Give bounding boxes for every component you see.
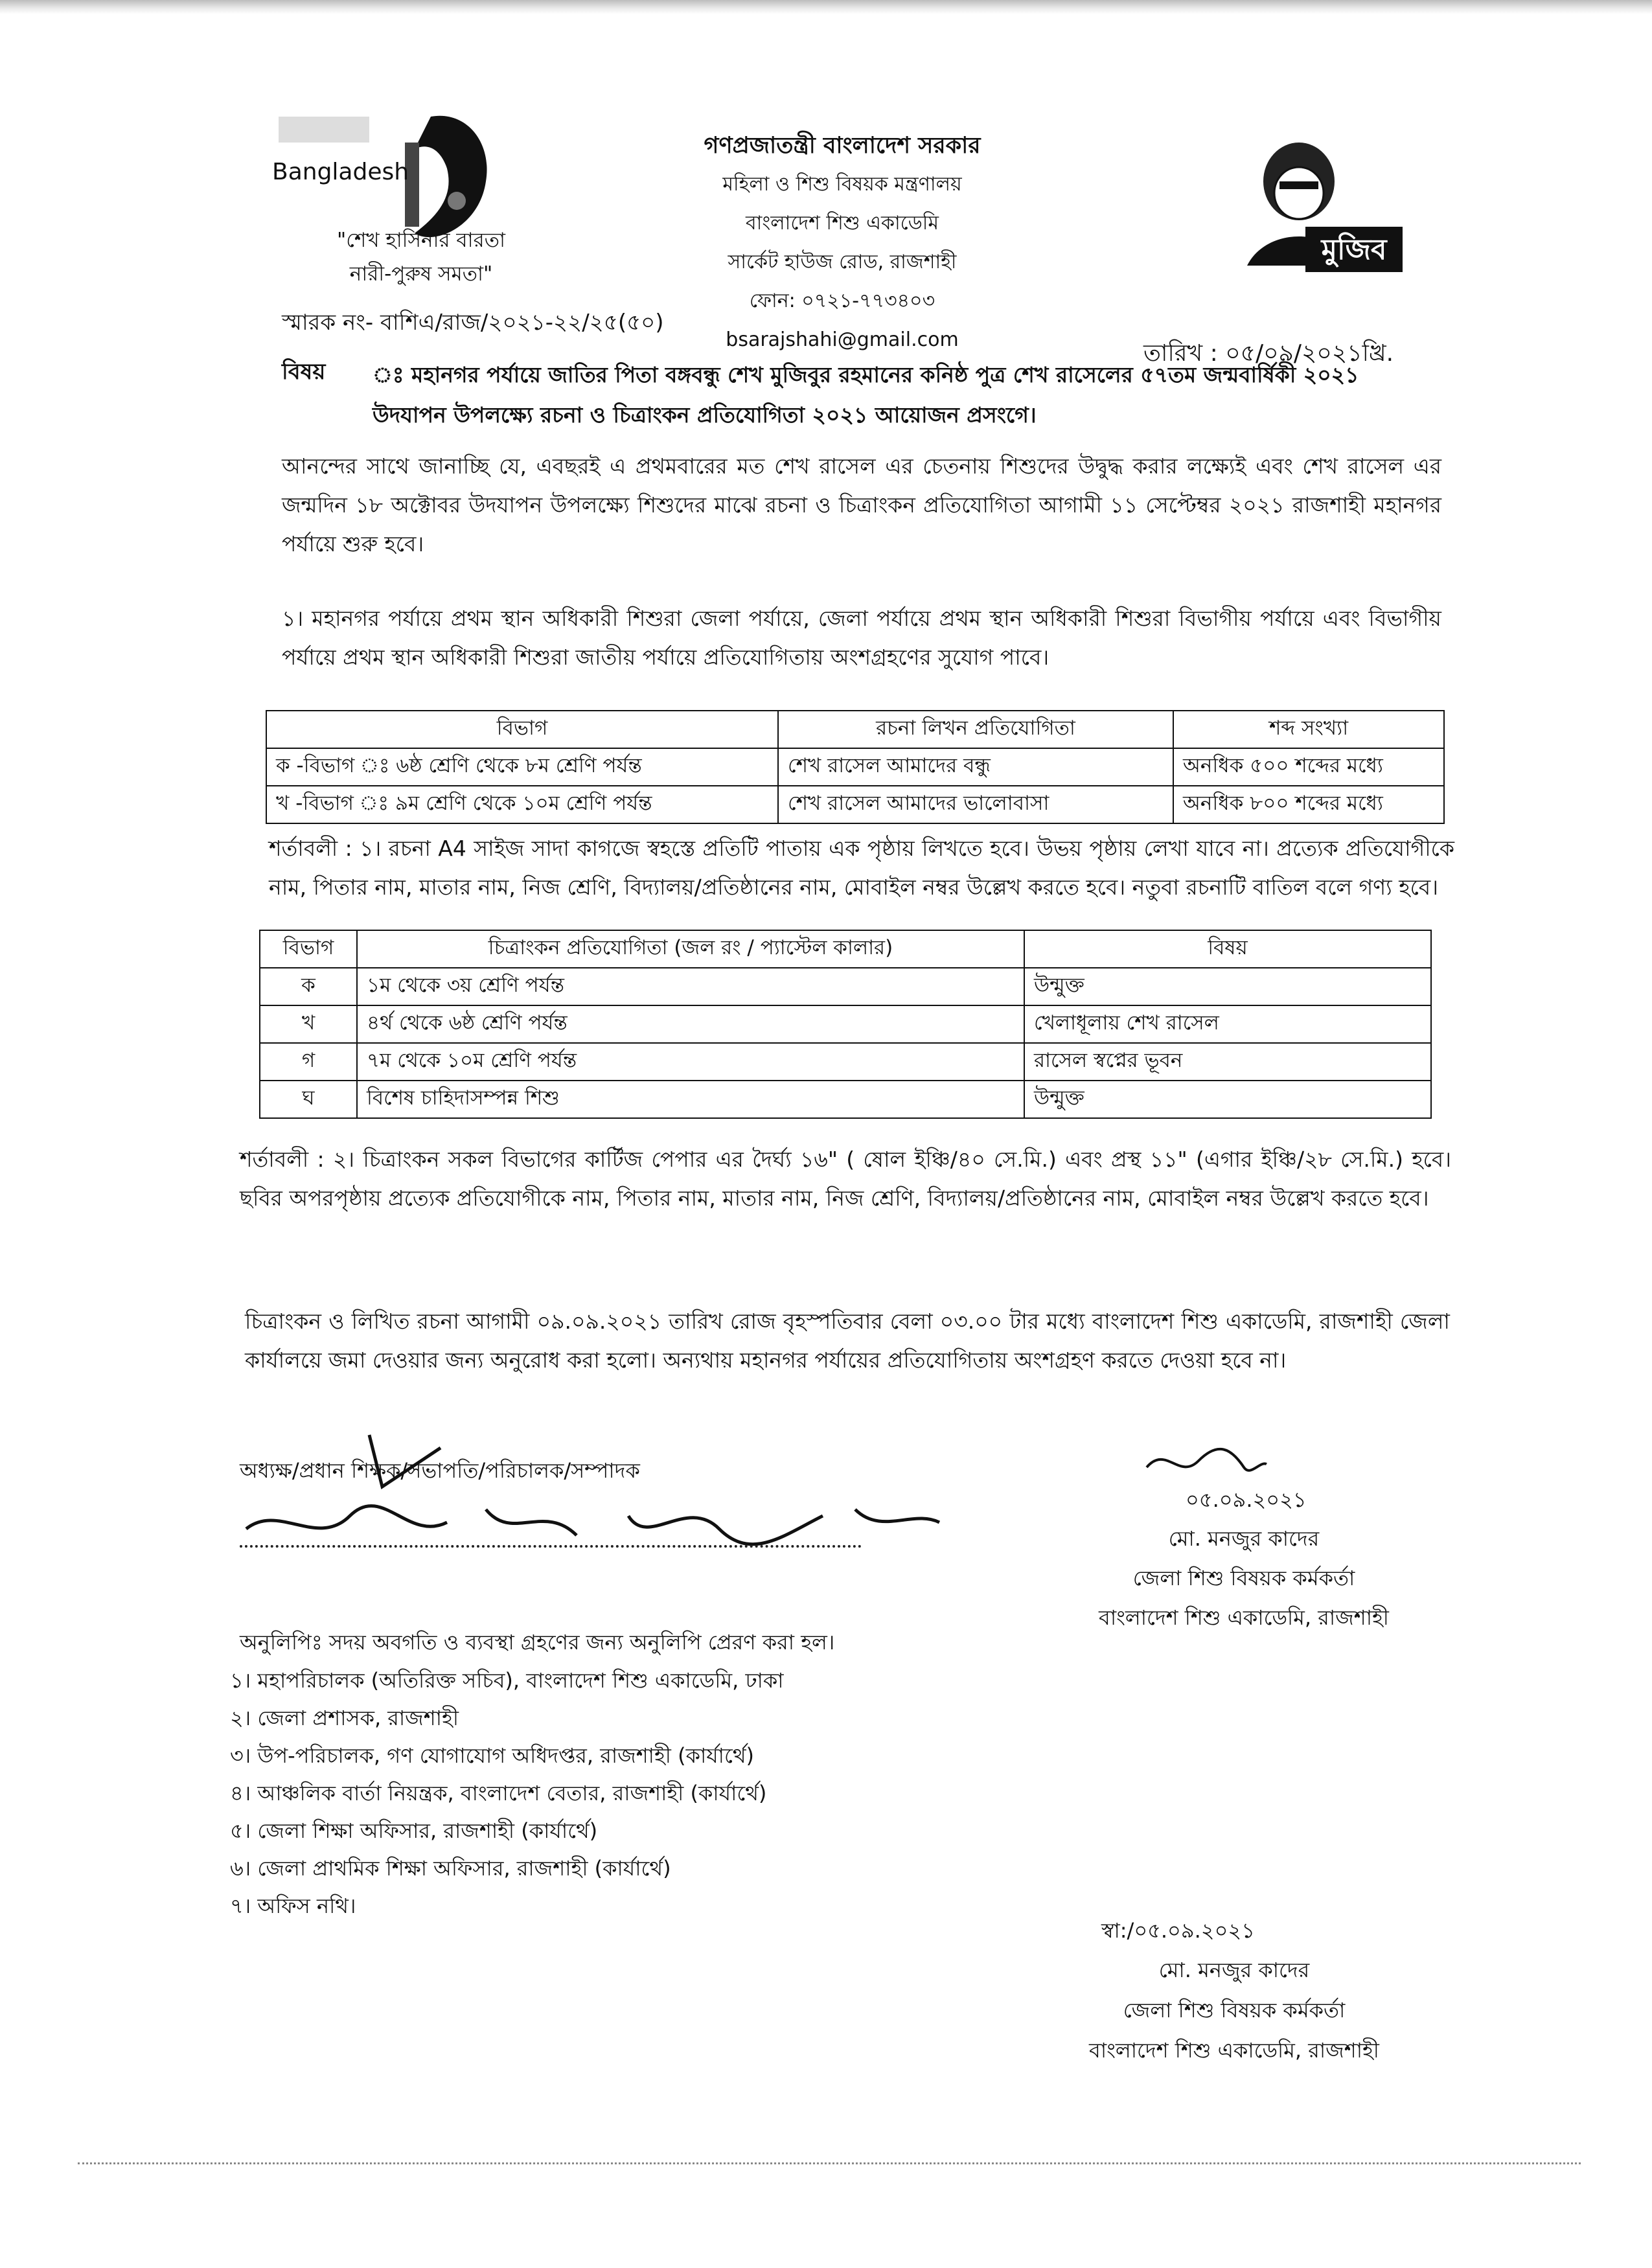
mujib-year-logo [1221,136,1441,285]
table-cell: খেলাধূলায় শেখ রাসেল [1024,1005,1431,1043]
table-cell: গ [260,1043,357,1081]
table-cell: ক -বিভাগ ঃ ৬ষ্ঠ শ্রেণি থেকে ৮ম শ্রেণি পর্যন্ত [266,748,778,786]
table-header-row [266,711,1444,748]
essay-conditions: শর্তাবলী : ১। রচনা A4 সাইজ সাদা কাগজে স্বহস্তে প্রতিটি পাতায় এক পৃষ্ঠায় লিখতে হবে। উভয় পৃষ্ঠায় লেখা যাবে না। প্রত্যেক প্রতিযোগীকে নাম, পিতার নাম, মাতার নাম, নিজ শ্রেণি, বিদ্যালয়/প্রতিষ্ঠানের নাম, মোবাইল নম্বর উল্লেখ করতে হবে। নতুবা রচনাটি বাতিল বলে গণ্য হবে। [269,836,1454,900]
list-item: ৫। জেলা শিক্ষা অফিসার, রাজশাহী (কার্যার্থে) [230,1818,598,1843]
signature-dotted-line [240,1545,862,1548]
recipient-line: অধ্যক্ষ/প্রধান শিক্ষক/সভাপতি/পরিচালক/সম্পাদক [240,1458,640,1483]
table-header-row [260,930,1431,968]
signed-date: স্বা:/০৫.০৯.২০২১ [1101,1918,1255,1943]
signature-date: ০৫.০৯.২০২১ [1186,1487,1307,1512]
table-cell: ৪র্থ থেকে ৬ষ্ঠ শ্রেণি পর্যন্ত [357,1005,1024,1043]
mujib-logo-text: মুজিব [1321,233,1387,266]
quote-line: নারী-পুরুষ সমতা" [349,262,493,286]
government-name: গণপ্রজাতন্ত্রী বাংলাদেশ সরকার [704,133,981,159]
letter-date: তারিখ : ০৫/০৯/২০২১খ্রি. [1143,340,1394,367]
table-cell: শেখ রাসেল আমাদের ভালোবাসা [778,786,1173,823]
table-row [260,968,1431,1005]
officer-signature [1140,1441,1270,1487]
scan-edge-top [0,0,1652,14]
quote-line: "শেখ হাসিনার বারতা [337,229,505,252]
memo-number: স্মারক নং- বাশিএ/রাজ/২০২১-২২/২৫(৫০) [282,310,664,336]
organization-header [635,126,1050,360]
header-cell: বিভাগ [260,930,357,968]
table-cell: ক [260,968,357,1005]
intro-paragraph: আনন্দের সাথে জানাচ্ছি যে, এবছরই এ প্রথমবারের মত শেখ রাসেল এর চেতনায় শিশুদের উদ্বুদ্ধ করার লক্ষ্যেই এবং শেখ রাসেল এর জন্মদিন ১৮ অক্টোবর উদযাপন উপলক্ষ্যে শিশুদের মাঝে রচনা ও চিত্রাংকন প্রতিযোগিতা আগামী ১১ সেপ্টেম্বর ২০২১ রাজশাহী মহানগর পর্যায়ে শুরু হবে। [282,453,1441,556]
handwritten-signature [240,1490,952,1561]
ministry-name: মহিলা ও শিশু বিষয়ক মন্ত্রণালয় [722,173,962,196]
list-item: ৭। অফিস নথি। [230,1894,356,1918]
list-item: ৬। জেলা প্রাথমিক শিক্ষা অফিসার, রাজশাহী (কার্যার্থে) [230,1856,671,1881]
officer-office: বাংলাদেশ শিশু একাডেমি, রাজশাহী [1099,1605,1389,1630]
table-row [260,1081,1431,1118]
submission-paragraph: চিত্রাংকন ও লিখিত রচনা আগামী ০৯.০৯.২০২১ তারিখ রোজ বৃহস্পতিবার বেলা ০৩.০০ টার মধ্যে বাংলাদেশ শিশু একাডেমি, রাজশাহী জেলা কার্যালয়ে জমা দেওয়ার জন্য অনুরোধ করা হলো। অন্যথায় মহানগর পর্যায়ের প্রতিযোগিতায় অংশগ্রহণ করতে দেওয়া হবে না। [245,1309,1450,1373]
officer-office: বাংলাদেশ শিশু একাডেমি, রাজশাহী [1089,2038,1379,2063]
logo-caption: Bangladesh [272,159,409,185]
copy-intro: অনুলিপিঃ সদয় অবগতি ও ব্যবস্থা গ্রহণের জন্য অনুলিপি প্রেরণ করা হল। [240,1630,835,1655]
logo-quote [285,223,557,291]
officer-name: মো. মনজুর কাদের [1158,1958,1310,1982]
table-cell: ৭ম থেকে ১০ম শ্রেণি পর্যন্ত [357,1043,1024,1081]
essay-competition-table [266,710,1445,824]
officer-title: জেলা শিশু বিষয়ক কর্মকর্তা [1132,1566,1355,1590]
table-row [266,786,1444,823]
drawing-conditions: শর্তাবলী : ২। চিত্রাংকন সকল বিভাগের কার্টিজ পেপার এর দৈর্ঘ্য ১৬" ( ষোল ইঞ্চি/৪০ সে.মি.) এবং প্রস্থ ১১" (এগার ইঞ্চি/২৮ সে.মি.) হবে। ছবির অপরপৃষ্ঠায় প্রত্যেক প্রতিযোগীকে নাম, পিতার নাম, মাতার নাম, নিজ শ্রেণি, বিদ্যালয়/প্রতিষ্ঠানের নাম, মোবাইল নম্বর উল্লেখ করতে হবে। [240,1147,1451,1211]
list-item: ১। মহাপরিচালক (অতিরিক্ত সচিব), বাংলাদেশ শিশু একাডেমি, ঢাকা [230,1668,784,1693]
header-cell: চিত্রাংকন প্রতিযোগিতা (জল রং / প্যাস্টেল কালার) [357,930,1024,968]
table-cell: অনধিক ৮০০ শব্দের মধ্যে [1173,786,1444,823]
header-cell: বিষয় [1024,930,1431,968]
table-cell: ১ম থেকে ৩য় শ্রেণি পর্যন্ত [357,968,1024,1005]
officer-block-copy [988,1950,1480,2070]
subject-text: ঃ মহানগর পর্যায়ে জাতির পিতা বঙ্গবন্ধু শেখ মুজিবুর রহমানের কনিষ্ঠ পুত্র শেখ রাসেলের ৫৭তম জন্মবার্ষিকী ২০২১ উদযাপন উপলক্ষ্যে রচনা ও চিত্রাংকন প্রতিযোগিতা ২০২১ আয়োজন প্রসংগে। [373,362,1359,428]
copy-list [230,1662,784,1925]
list-item: ২। জেলা প্রশাসক, রাজশাহী [230,1706,459,1730]
officer-name: মো. মনজুর কাদের [1168,1526,1320,1551]
table-cell: উন্মুক্ত [1024,968,1431,1005]
address: সার্কেট হাউজ রোড, রাজশাহী [728,251,957,273]
scan-edge-bottom [78,2162,1581,2166]
table-cell: বিশেষ চাহিদাসম্পন্ন শিশু [357,1081,1024,1118]
table-row [260,1043,1431,1081]
officer-block [1011,1519,1477,1638]
list-item: ৪। আঞ্চলিক বার্তা নিয়ন্ত্রক, বাংলাদেশ বেতার, রাজশাহী (কার্যার্থে) [230,1781,767,1805]
phone: ফোন: ০৭২১-৭৭৩৪০৩ [749,290,935,312]
header-cell: বিভাগ [266,711,778,748]
table-cell: খ -বিভাগ ঃ ৯ম শ্রেণি থেকে ১০ম শ্রেণি পর্যন্ত [266,786,778,823]
table-cell: খ [260,1005,357,1043]
academy-name: বাংলাদেশ শিশু একাডেমি [745,212,939,235]
table-cell: অনধিক ৫০০ শব্দের মধ্যে [1173,748,1444,786]
table-row [266,748,1444,786]
drawing-competition-table [259,930,1432,1119]
table-row [260,1005,1431,1043]
list-item: ৩। উপ-পরিচালক, গণ যোগাযোগ অধিদপ্তর, রাজশাহী (কার্যার্থে) [230,1743,755,1768]
table-cell: উন্মুক্ত [1024,1081,1431,1118]
table-cell: শেখ রাসেল আমাদের বন্ধু [778,748,1173,786]
table-cell: ঘ [260,1081,357,1118]
table-cell: রাসেল স্বপ্নের ভূবন [1024,1043,1431,1081]
header-cell: রচনা লিখন প্রতিযোগিতা [778,711,1173,748]
officer-title: জেলা শিশু বিষয়ক কর্মকর্তা [1123,1998,1346,2022]
email: bsarajshahi@gmail.com [726,328,959,351]
header-cell: শব্দ সংখ্যা [1173,711,1444,748]
subject-label: বিষয় [282,359,326,385]
progression-paragraph: ১। মহানগর পর্যায়ে প্রথম স্থান অধিকারী শিশুরা জেলা পর্যায়ে, জেলা পর্যায়ে প্রথম স্থান অধিকারী শিশুরা বিভাগীয় পর্যায়ে এবং বিভাগীয় পর্যায়ে প্রথম স্থান অধিকারী শিশুরা জাতীয় পর্যায়ে প্রতিযোগিতায় অংশগ্রহণের সুযোগ পাবে। [282,606,1441,670]
